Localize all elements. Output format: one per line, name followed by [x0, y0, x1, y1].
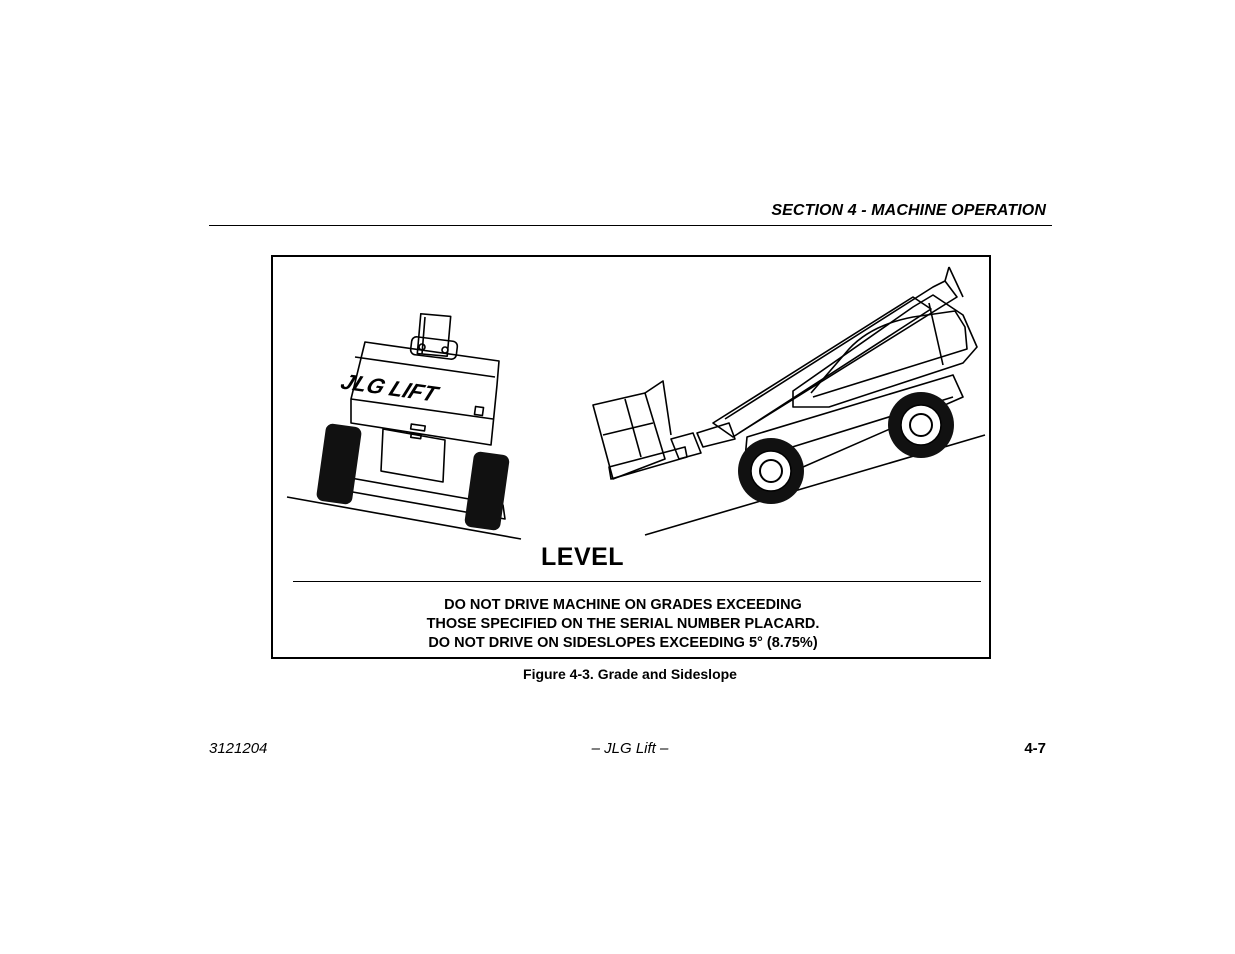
figure-box [271, 255, 991, 659]
footer-center-text: – JLG Lift – [591, 740, 669, 757]
footer-document-number: 3121204 [209, 740, 268, 757]
section-header-title: SECTION 4 - MACHINE OPERATION [771, 202, 1046, 219]
side-view-front-wheel [888, 392, 954, 458]
figure-divider [293, 581, 981, 582]
warning-text [273, 596, 973, 653]
header-rule [209, 225, 1052, 226]
footer-page-number: 4-7 [1024, 740, 1046, 757]
level-label: LEVEL [541, 543, 625, 571]
side-view-rear-wheel [738, 438, 804, 504]
warning-line: DO NOT DRIVE MACHINE ON GRADES EXCEEDING [444, 597, 802, 613]
jlg-lift-logo: JLG LIFT [337, 369, 442, 407]
warning-line: DO NOT DRIVE ON SIDESLOPES EXCEEDING 5° (8.75%) [428, 635, 818, 651]
figure-caption: Figure 4-3. Grade and Sideslope [523, 666, 737, 682]
warning-line: THOSE SPECIFIED ON THE SERIAL NUMBER PLACARD. [426, 616, 820, 632]
